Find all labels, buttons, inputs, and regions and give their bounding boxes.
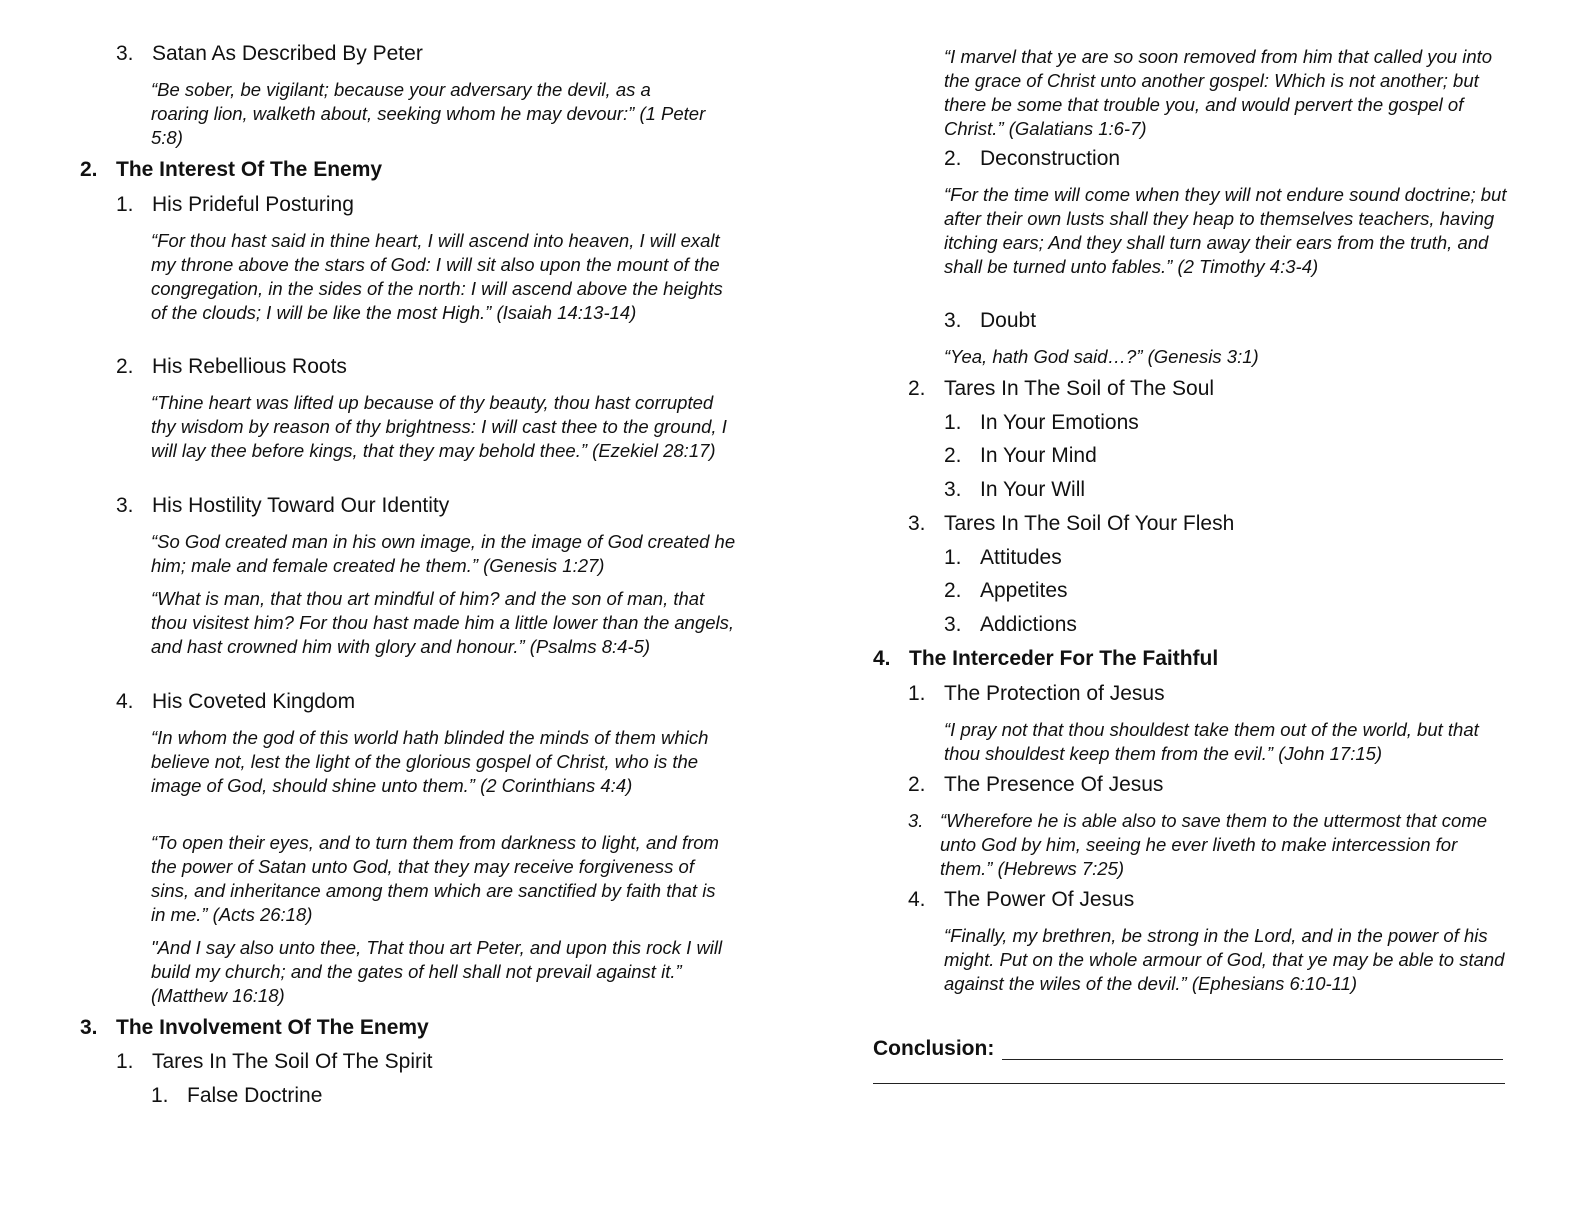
s2-item4-heading: 4. His Coveted Kingdom xyxy=(116,690,356,713)
sub3-quote: “Yea, hath God said…?” (Genesis 3:1) xyxy=(944,346,1259,367)
s2-item2-heading: 2. His Rebellious Roots xyxy=(116,355,347,378)
section-3-heading: 3. The Involvement Of The Enemy xyxy=(80,1016,429,1039)
s4-item2-heading: 2. The Presence Of Jesus xyxy=(908,773,1164,796)
section-2-heading: 2. The Interest Of The Enemy xyxy=(80,158,383,181)
galatians-quote: “I marvel that ye are so soon removed from him that called you into the grace of Christ unto another gospel: Which is not another; but there be some that trouble you, and would pervert the gospel of Christ.” (Galatians 1:6-7) xyxy=(944,46,1493,139)
conclusion-blank-line-2 xyxy=(873,1083,1505,1084)
s2-item4-quote-c: "And I say also unto thee, That thou art Peter, and upon this rock I will build my church; and the gates of hell shall not prevail against it.” (Matthew 16:18) xyxy=(151,937,723,1006)
peter-heading: 3. Satan As Described By Peter xyxy=(116,42,423,65)
s2-item3-quote-b: “What is man, that thou art mindful of him? and the son of man, that thou visitest him? For thou hast made him a little lower than the angels, and hast crowned him with glory and honour.” (Psalms 8:4-5) xyxy=(151,588,735,657)
soul-item: 1. In Your Emotions xyxy=(944,411,1139,434)
soul-item: 2. In Your Mind xyxy=(944,444,1097,467)
section-4-heading: 4. The Interceder For The Faithful xyxy=(873,647,1219,670)
conclusion-label: Conclusion: xyxy=(873,1037,995,1060)
flesh-item: 3. Addictions xyxy=(944,613,1077,636)
soul-item: 3. In Your Will xyxy=(944,478,1086,501)
conclusion-blank-line-1 xyxy=(1002,1059,1503,1060)
s4-item3-quote-block xyxy=(908,809,1508,881)
peter-quote: “Be sober, be vigilant; because your adversary the devil, as a roaring lion, walketh about, seeking whom he may devour:” (1 Peter 5:8) xyxy=(151,79,706,148)
s2-item3-quote-a: “So God created man in his own image, in the image of God created he him; male and female created he them.” (Genesis 1:27) xyxy=(151,531,736,576)
sub2-quote: “For the time will come when they will not endure sound doctrine; but after their own lusts shall they heap to themselves teachers, having itching ears; And they shall turn away their ears from the truth, and shall be turned unto fables.” (2 Timothy 4:3-4) xyxy=(944,184,1507,277)
s2-item1-quote: “For thou hast said in thine heart, I will ascend into heaven, I will exalt my throne above the stars of God: I will sit also upon the mount of the congregation, in the sides of the north: I will ascend above the heights of the clouds; I will be like the most High.” (Isaiah 14:13-14) xyxy=(151,230,723,323)
s3-item1-sub1-heading: 1. False Doctrine xyxy=(151,1084,323,1107)
sub2-heading: 2. Deconstruction xyxy=(944,147,1121,170)
s3-item2-heading: 2. Tares In The Soil of The Soul xyxy=(908,377,1215,400)
s3-item3-heading: 3. Tares In The Soil Of Your Flesh xyxy=(908,512,1235,535)
s3-item1-heading: 1. Tares In The Soil Of The Spirit xyxy=(116,1050,433,1073)
s4-item1-quote: “I pray not that thou shouldest take them out of the world, but that thou shouldest keep them from the evil.” (John 17:15) xyxy=(944,719,1479,764)
s4-item1-heading: 1. The Protection of Jesus xyxy=(908,682,1165,705)
s2-item3-heading: 3. His Hostility Toward Our Identity xyxy=(116,494,450,517)
s4-item3-quote: “Wherefore he is able also to save them to the uttermost that come unto God by him, seeing he ever liveth to make intercession for them.” (Hebrews 7:25) xyxy=(940,810,1488,879)
s2-item1-heading: 1. His Prideful Posturing xyxy=(116,193,354,216)
s4-item3-number: 3. xyxy=(908,810,924,831)
flesh-item: 2. Appetites xyxy=(944,579,1068,602)
s2-item4-quote-a: “In whom the god of this world hath blinded the minds of them which believe not, lest the light of the glorious gospel of Christ, who is the image of God, should shine unto them.” (2 Corinthians 4:4) xyxy=(151,727,709,796)
s4-item4-quote: “Finally, my brethren, be strong in the Lord, and in the power of his might. Put on the whole armour of God, that ye may be able to stand against the wiles of the devil.” (Ephesians 6:10-11) xyxy=(944,925,1505,994)
sub3-heading: 3. Doubt xyxy=(944,309,1037,332)
s4-item4-heading: 4. The Power Of Jesus xyxy=(908,888,1135,911)
s2-item4-quote-b: “To open their eyes, and to turn them from darkness to light, and from the power of Satan unto God, that they may receive forgiveness of sins, and inheritance among them which are sanctified by faith that is in me.” (Acts 26:18) xyxy=(151,832,719,925)
flesh-item: 1. Attitudes xyxy=(944,546,1062,569)
s2-item2-quote: “Thine heart was lifted up because of thy beauty, thou hast corrupted thy wisdom by reason of thy brightness: I will cast thee to the ground, I will lay thee before kings, that they may behold thee.” (Ezekiel 28:17) xyxy=(151,392,727,461)
